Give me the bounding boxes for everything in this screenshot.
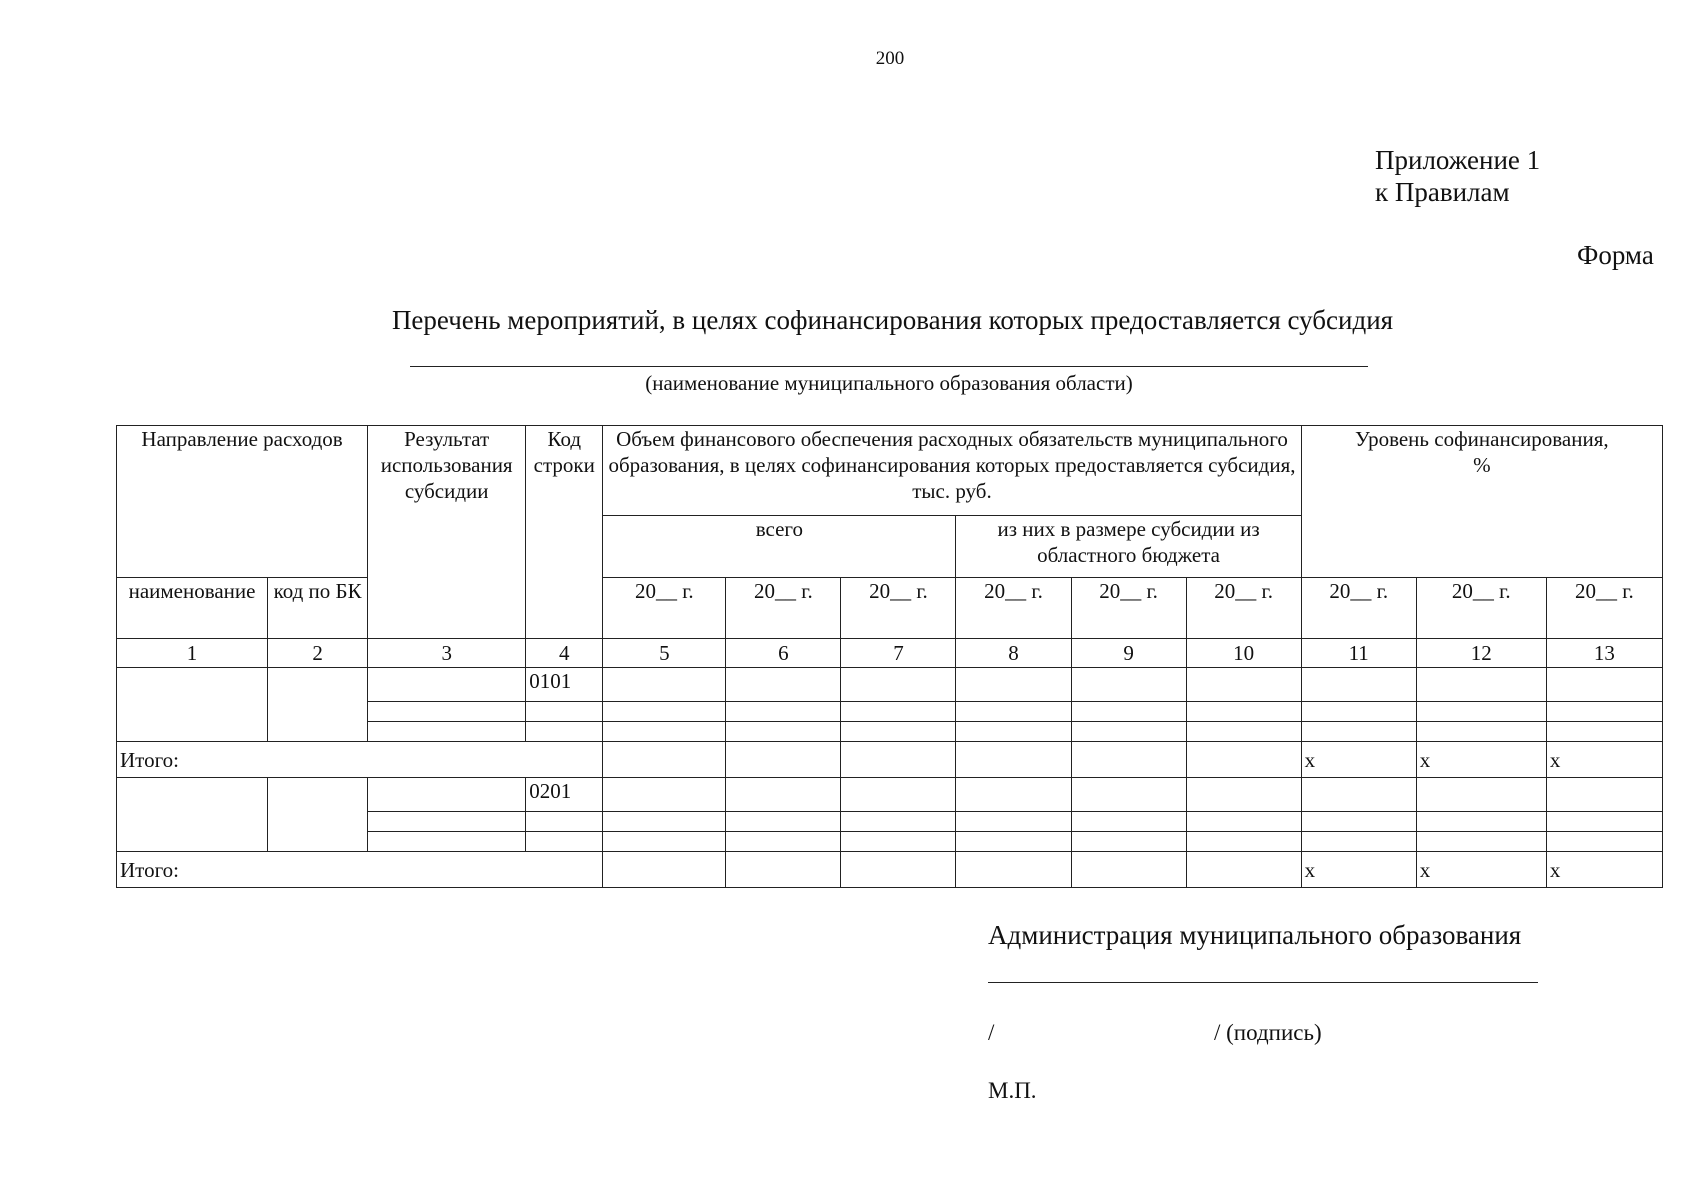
year-cell: 20__ г. bbox=[841, 578, 956, 639]
header-result: Результат использования субсидии bbox=[368, 426, 526, 639]
year-cell: 20__ г. bbox=[726, 578, 841, 639]
table-cell bbox=[117, 778, 268, 852]
appendix-line-1: Приложение 1 bbox=[1375, 145, 1541, 175]
year-cell: 20__ г. bbox=[603, 578, 726, 639]
header-direction: Направление расходов bbox=[117, 426, 368, 578]
signature-slash: / bbox=[988, 1020, 995, 1045]
table-cell bbox=[368, 778, 526, 812]
column-number: 8 bbox=[956, 639, 1071, 668]
not-applicable-mark: x bbox=[1416, 742, 1546, 778]
total-label: Итого: bbox=[117, 742, 603, 778]
signature-caption: / (подпись) bbox=[1214, 1020, 1322, 1045]
seal-place-label: М.П. bbox=[988, 1078, 1037, 1103]
year-cell: 20__ г. bbox=[1071, 578, 1186, 639]
table-row-total bbox=[117, 852, 1663, 888]
column-number: 13 bbox=[1546, 639, 1662, 668]
not-applicable-mark: x bbox=[1416, 852, 1546, 888]
year-cell: 20__ г. bbox=[1186, 578, 1301, 639]
administration-label: Администрация муниципального образования bbox=[988, 920, 1522, 950]
header-total: всего bbox=[603, 516, 956, 578]
header-code: Код строки bbox=[526, 426, 603, 639]
table-row-total bbox=[117, 742, 1663, 778]
column-number: 11 bbox=[1301, 639, 1416, 668]
form-label: Форма bbox=[1577, 240, 1654, 270]
column-number: 3 bbox=[368, 639, 526, 668]
header-bk-code: код по БК bbox=[268, 578, 368, 639]
table-cell bbox=[368, 668, 526, 702]
row-code: 0101 bbox=[526, 668, 603, 702]
table-cell bbox=[268, 778, 368, 852]
year-cell: 20__ г. bbox=[1301, 578, 1416, 639]
not-applicable-mark: x bbox=[1546, 742, 1662, 778]
header-level: Уровень софинансирования, % bbox=[1301, 426, 1662, 578]
column-number: 1 bbox=[117, 639, 268, 668]
header-volume: Объем финансового обеспечения расходных обязательств муниципального образования, в целях софинансирования которых предоставляется субсидия, тыс. руб. bbox=[603, 426, 1301, 516]
column-number: 4 bbox=[526, 639, 603, 668]
row-code: 0201 bbox=[526, 778, 603, 812]
column-number: 12 bbox=[1416, 639, 1546, 668]
column-number: 7 bbox=[841, 639, 956, 668]
appendix-line-2: к Правилам bbox=[1375, 177, 1510, 207]
administration-line bbox=[988, 982, 1538, 983]
table-row bbox=[117, 668, 1663, 702]
municipality-name-line bbox=[410, 366, 1368, 367]
not-applicable-mark: x bbox=[1546, 852, 1662, 888]
year-cell: 20__ г. bbox=[1546, 578, 1662, 639]
column-number: 6 bbox=[726, 639, 841, 668]
appendix-note bbox=[1375, 144, 1540, 208]
page-title: Перечень мероприятий, в целях софинансирования которых предоставляется субсидия bbox=[391, 305, 1394, 335]
column-number: 2 bbox=[268, 639, 368, 668]
column-number: 10 bbox=[1186, 639, 1301, 668]
column-number: 9 bbox=[1071, 639, 1186, 668]
year-cell: 20__ г. bbox=[1416, 578, 1546, 639]
activities-table bbox=[116, 425, 1663, 888]
header-subsidy: из них в размере субсидии из областного бюджета bbox=[956, 516, 1301, 578]
signature-line bbox=[988, 1020, 1588, 1046]
table-cell bbox=[268, 668, 368, 742]
total-label: Итого: bbox=[117, 852, 603, 888]
not-applicable-mark: x bbox=[1301, 852, 1416, 888]
table-cell bbox=[117, 668, 268, 742]
column-number: 5 bbox=[603, 639, 726, 668]
not-applicable-mark: x bbox=[1301, 742, 1416, 778]
header-name: наименование bbox=[117, 578, 268, 639]
year-cell: 20__ г. bbox=[956, 578, 1071, 639]
page-number: 200 bbox=[875, 48, 905, 69]
table-row bbox=[117, 778, 1663, 812]
municipality-name-caption: (наименование муниципального образования области) bbox=[645, 371, 1133, 395]
